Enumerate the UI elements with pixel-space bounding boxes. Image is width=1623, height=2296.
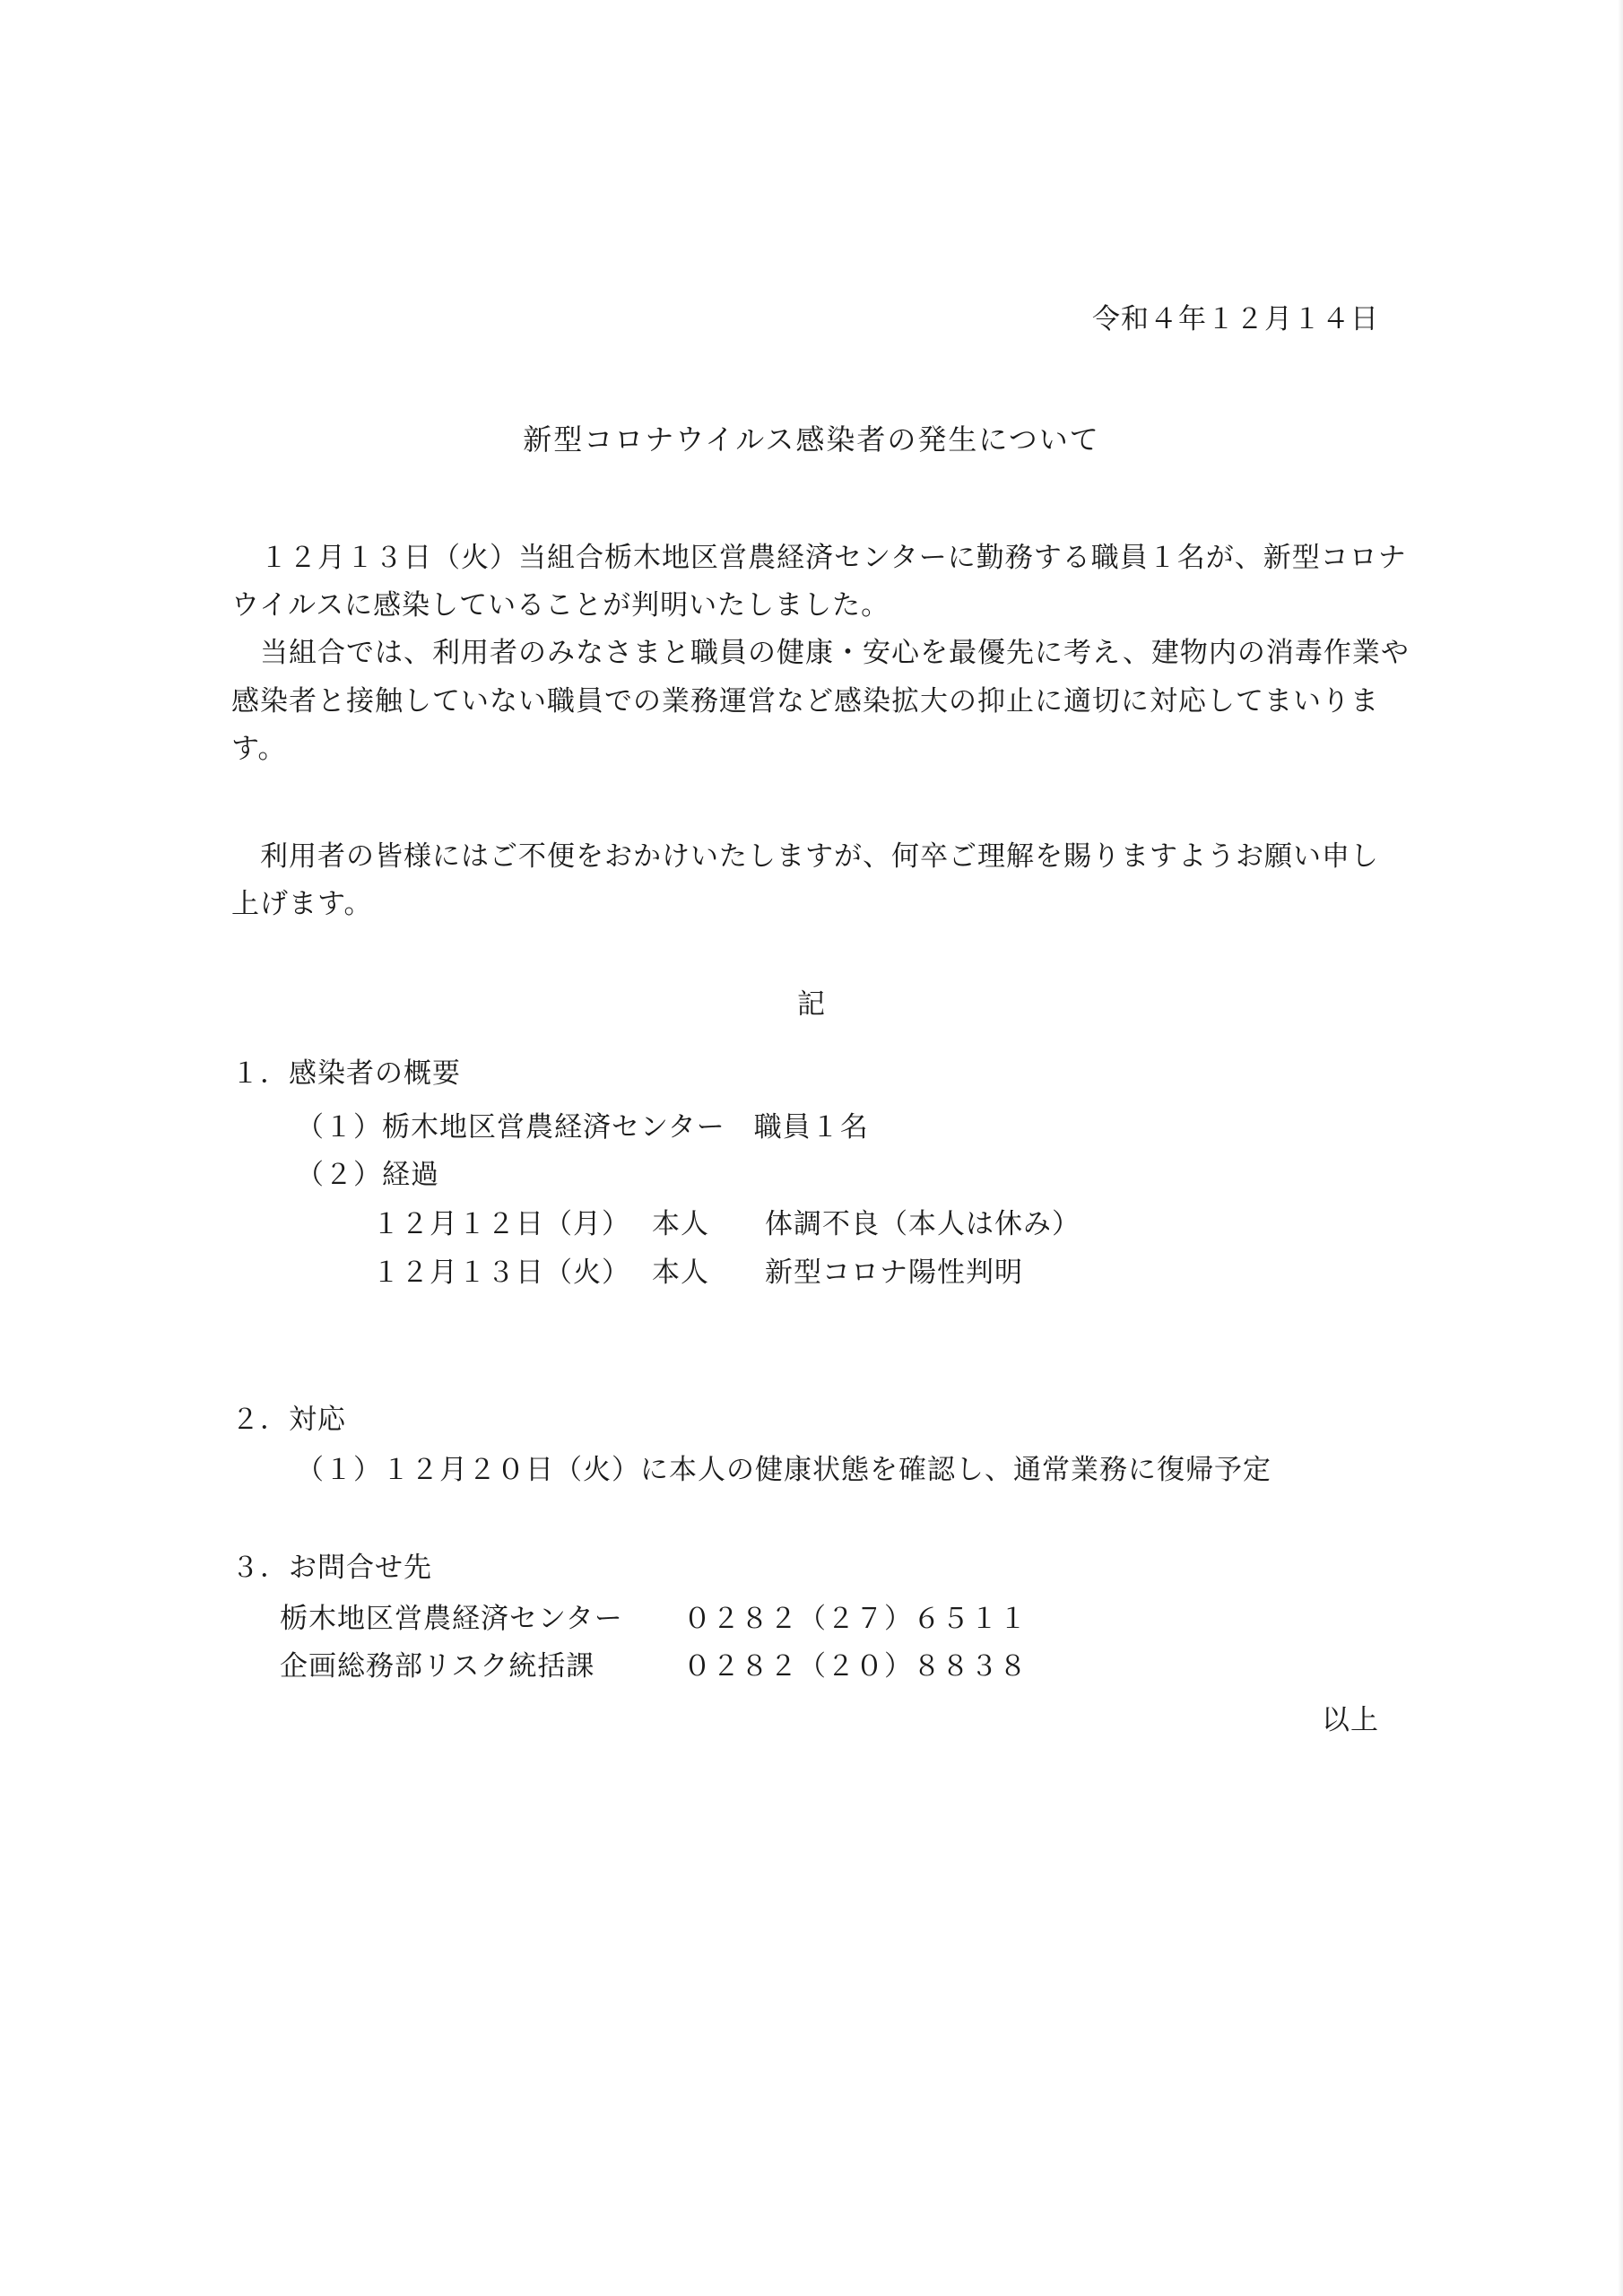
section1-item1: （１）栃木地区営農経済センター 職員１名: [296, 1111, 869, 1144]
section1-heading: １．感染者の概要: [231, 1057, 461, 1090]
timeline-person: 本人: [652, 1257, 709, 1289]
para2-line3: す。: [231, 733, 287, 765]
timeline-person: 本人: [652, 1208, 709, 1240]
timeline-date: １２月１３日（火）: [372, 1257, 630, 1289]
section2-heading: ２．対応: [231, 1404, 346, 1436]
section2-item1: （１）１２月２０日（火）に本人の健康状態を確認し、通常業務に復帰予定: [296, 1454, 1271, 1486]
para2-line1: 当組合では、利用者のみなさまと職員の健康・安心を最優先に考え、建物内の消毒作業や: [260, 637, 1410, 669]
para1-line1: １２月１３日（火）当組合栃木地区営農経済センターに勤務する職員１名が、新型コロナ: [260, 542, 1407, 574]
para1-line2: ウイルスに感染していることが判明いたしました。: [231, 589, 890, 622]
timeline-event: 体調不良（本人は休み）: [765, 1208, 1081, 1240]
ki-heading: 記: [797, 988, 826, 1021]
scan-edge-shadow: [1618, 0, 1623, 2296]
contact-phone: ０２８２（２０）８８３８: [683, 1650, 1028, 1683]
timeline-event: 新型コロナ陽性判明: [765, 1257, 1023, 1289]
contact-name: 栃木地区営農経済センター: [280, 1603, 623, 1635]
para3-line1: 利用者の皆様にはご不便をおかけいたしますが、何卒ご理解を賜りますようお願い申し: [260, 840, 1379, 873]
document-title: 新型コロナウイルス感染者の発生について: [523, 422, 1100, 457]
para3-line2: 上げます。: [231, 888, 373, 920]
contact-name: 企画総務部リスク統括課: [280, 1650, 595, 1683]
contact-phone: ０２８２（２７）６５１１: [683, 1603, 1028, 1635]
closing-word: 以上: [1322, 1704, 1379, 1736]
para2-line2: 感染者と接触していない職員での業務運営など感染拡大の抑止に適切に対応してまいりま: [231, 685, 1379, 718]
issue-date: 令和４年１２月１４日: [1092, 303, 1379, 335]
section1-item2: （２）経過: [296, 1159, 439, 1191]
section3-heading: ３．お問合せ先: [231, 1552, 432, 1584]
timeline-date: １２月１２日（月）: [372, 1208, 630, 1240]
